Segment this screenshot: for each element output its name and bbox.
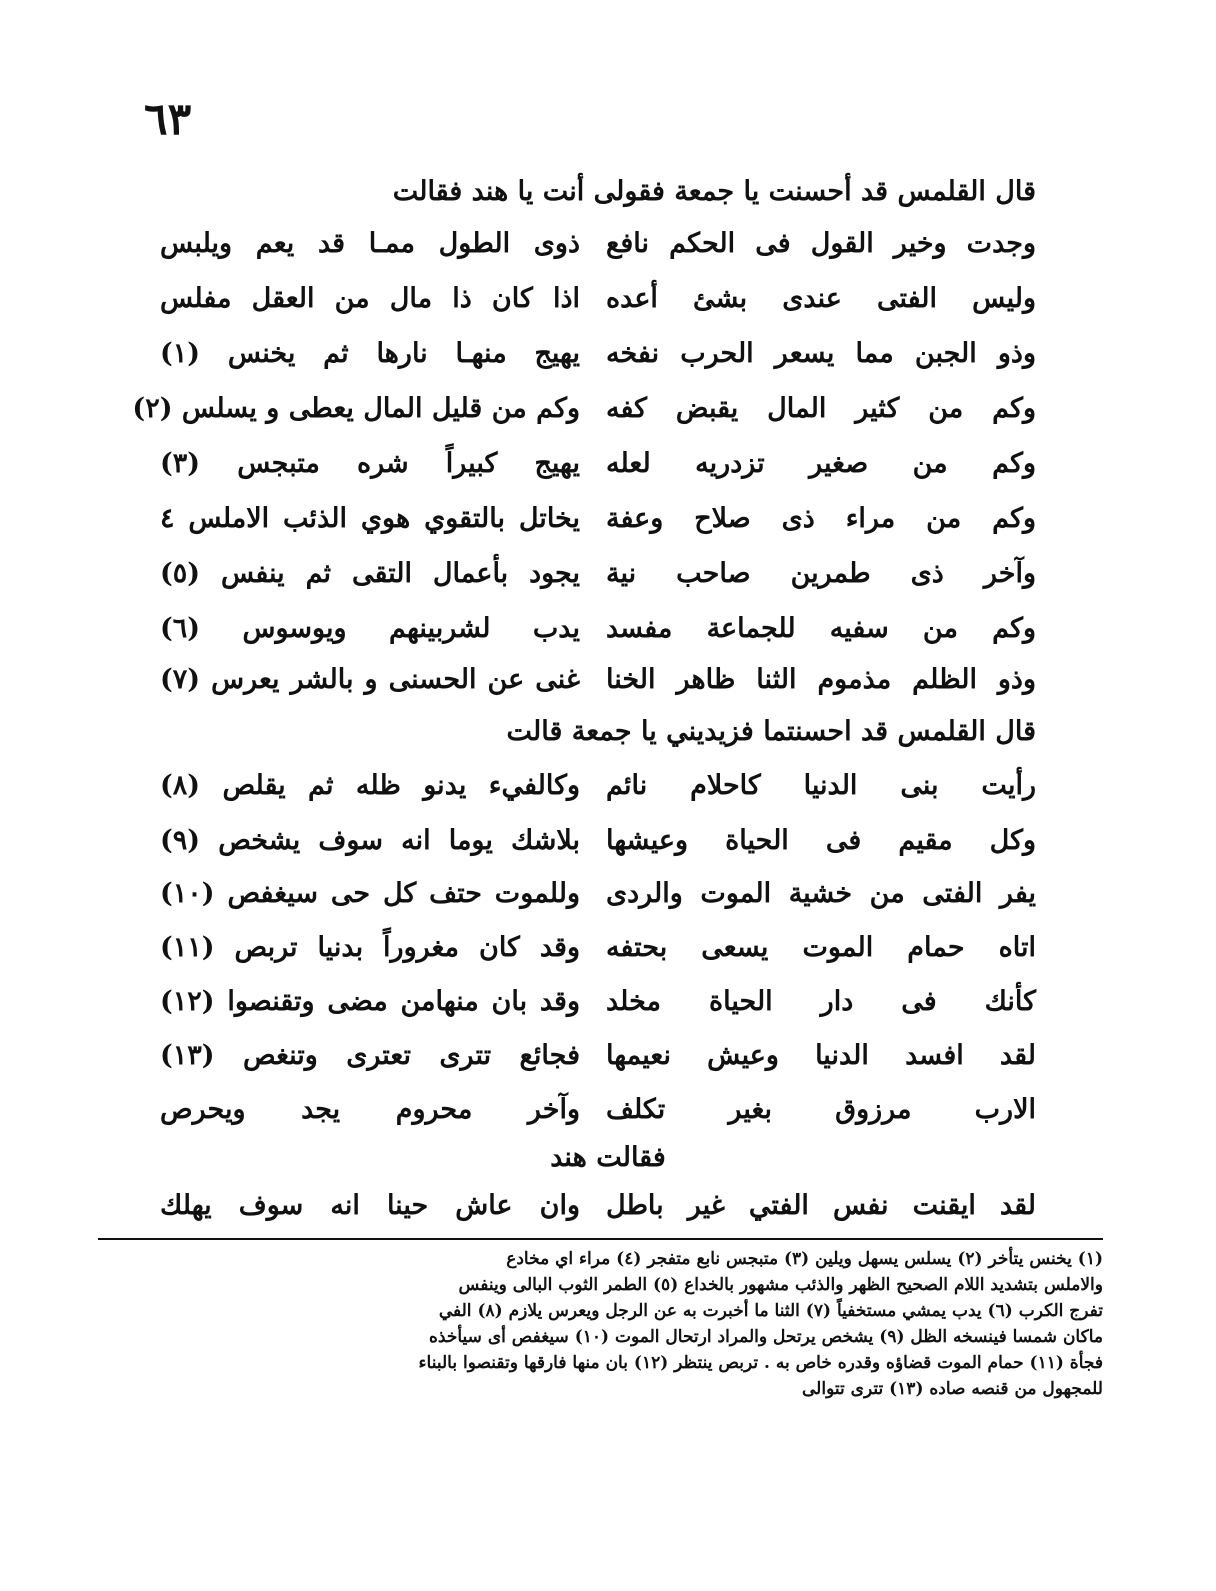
section-heading: فقالت هند: [550, 1142, 666, 1173]
verse-row: [160, 930, 1036, 966]
intro-line-1: قال القلمس قد أحسنت يا جمعة فقولى أنت يا هند فقالت: [392, 176, 1036, 207]
verse-second-hemistich: وان عاش حينا انه سوف يهلك: [160, 1190, 580, 1221]
verse-first-hemistich: وكم من صغير تزدريه لعله: [606, 448, 1036, 479]
footnote-line: والاملس بتشديد اللام الصحيح الظهر والذئب مشهور بالخداع (٥) الطمر الثوب البالى وينفس: [458, 1275, 1103, 1295]
footnote-line: فجأة (١١) حمام الموت قضاؤه وقدره خاص به . تربص ينتظر (١٢) بان منها فارقها وتقنصوا بالبناء: [418, 1353, 1103, 1373]
verse-second-hemistich: وكالفيء يدنو ظله ثم يقلص (٨): [160, 770, 580, 801]
verse-first-hemistich: وآخر ذى طمرين صاحب نية: [606, 558, 1036, 589]
verse-first-hemistich: يفر الفتى من خشية الموت والردى: [606, 878, 1036, 909]
verse-first-hemistich: لقد ايقنت نفس الفتي غير باطل: [606, 1190, 1036, 1221]
verse-first-hemistich: اتاه حمام الموت يسعى بحتفه: [606, 932, 1036, 963]
verse-row: [160, 662, 1036, 698]
verse-second-hemistich: يدب لشربينهم ويوسوس (٦): [160, 613, 580, 644]
verse-row: [160, 823, 1036, 859]
verse-first-hemistich: وكل مقيم فى الحياة وعيشها: [606, 825, 1036, 856]
verse-row: [160, 984, 1036, 1020]
verse-first-hemistich: وكم من كثير المال يقبض كفه: [606, 393, 1036, 424]
verse-second-hemistich: يهيج منهـا نارها ثم يخنس (١): [160, 338, 580, 369]
verse-first-hemistich: وليس الفتى عندى بشئ أعده: [606, 283, 1036, 314]
verse-row: [160, 1038, 1036, 1074]
verse-first-hemistich: الارب مرزوق بغير تكلف: [606, 1094, 1036, 1125]
verse-first-hemistich: وكم من مراء ذى صلاح وعفة: [606, 503, 1036, 534]
verse-first-hemistich: لقد افسد الدنيا وعيش نعيمها: [606, 1040, 1036, 1071]
verse-second-hemistich: يهيج كبيراً شره متبجس (٣): [160, 448, 580, 479]
verse-row: [160, 556, 1036, 592]
verse-first-hemistich: وكم من سفيه للجماعة مفسد: [606, 613, 1036, 644]
verse-first-hemistich: وذو الظلم مذموم الثنا ظاهر الخنا: [606, 664, 1036, 695]
verse-first-hemistich: وذو الجبن مما يسعر الحرب نفخه: [606, 338, 1036, 369]
verse-second-hemistich: يخاتل بالتقوي هوي الذئب الاملس ٤: [160, 503, 580, 534]
verse-second-hemistich: بلاشك يوما انه سوف يشخص (٩): [160, 825, 580, 856]
footnotes: [98, 1246, 1103, 1402]
verse-first-hemistich: رأيت بنى الدنيا كاحلام نائم: [606, 770, 1036, 801]
verse-second-hemistich: فجائع تترى تعترى وتنغص (١٣): [160, 1040, 580, 1071]
verse-second-hemistich: وآخر محروم يجد ويحرص: [160, 1094, 580, 1125]
verse-row: [160, 336, 1036, 372]
verse-row: [160, 1188, 1036, 1224]
footnote-line: (١) يخنس يتأخر (٢) يسلس يسهل ويلين (٣) متبجس نابع متفجر (٤) مراء اي مخادع: [506, 1249, 1103, 1269]
verse-second-hemistich: ذوى الطول ممـا قد يعم ويلبس: [160, 228, 580, 259]
verse-row: [160, 501, 1036, 537]
footnote-divider: [98, 1238, 1103, 1240]
page-number: ٦٣: [144, 94, 192, 145]
verse-second-hemistich: وكم من قليل المال يعطى و يسلس (٢): [132, 393, 580, 424]
verse-row: [160, 1092, 1036, 1128]
verse-row: [132, 391, 1036, 427]
verse-first-hemistich: كأنك فى دار الحياة مخلد: [606, 986, 1036, 1017]
verse-second-hemistich: يجود بأعمال التقى ثم ينفس (٥): [160, 558, 580, 589]
verse-second-hemistich: وقد كان مغروراً بدنيا تربص (١١): [160, 932, 580, 963]
verse-row: [160, 611, 1036, 647]
verse-row: [160, 446, 1036, 482]
footnote-line: للمجهول من قنصه صاده (١٣) تترى تتوالى: [802, 1379, 1103, 1399]
verse-second-hemistich: وقد بان منهامن مضى وتقنصوا (١٢): [160, 986, 580, 1017]
verse-row: [160, 876, 1036, 912]
footnote-line: تفرج الكرب (٦) يدب يمشي مستخفياً (٧) الثنا ما أخبرت به عن الرجل ويعرس يلازم (٨) الفي: [438, 1301, 1103, 1321]
verse-second-hemistich: وللموت حتف كل حى سيغفص (١٠): [160, 878, 580, 909]
intro-line-2: قال القلمس قد احسنتما فزيديني يا جمعة قالت: [506, 716, 1036, 747]
verse-second-hemistich: اذا كان ذا مال من العقل مفلس: [160, 283, 580, 314]
verse-row: [160, 281, 1036, 317]
verse-row: [160, 768, 1036, 804]
verse-row: [160, 226, 1036, 262]
verse-first-hemistich: وجدت وخير القول فى الحكم نافع: [606, 228, 1036, 259]
verse-second-hemistich: غنى عن الحسنى و بالشر يعرس (٧): [160, 664, 580, 695]
footnote-line: ماكان شمسا فينسخه الظل (٩) يشخص يرتحل والمراد ارتحال الموت (١٠) سيغفص أى سيأخذه: [429, 1327, 1103, 1347]
